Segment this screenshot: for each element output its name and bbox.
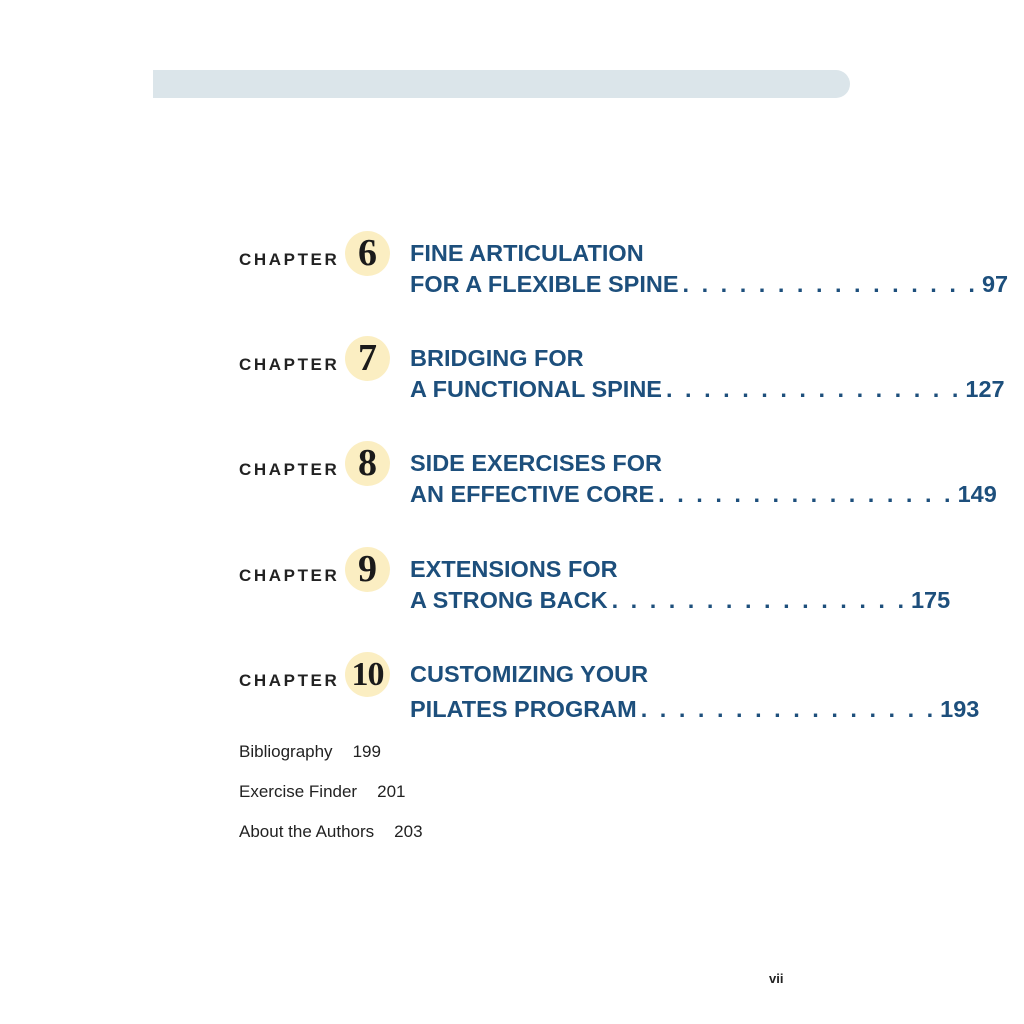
backmatter-title: Exercise Finder bbox=[239, 782, 358, 801]
chapter-entry-7[interactable] bbox=[239, 336, 1005, 416]
backmatter-exercise-finder[interactable] bbox=[239, 782, 405, 802]
chapter-title-line1: SIDE EXERCISES FOR bbox=[410, 450, 663, 476]
dot-leader: . . . . . . . . . . . . . . . . bbox=[611, 587, 907, 613]
chapter-page-number: 97 bbox=[981, 271, 1009, 297]
chapter-title-line2-row bbox=[410, 269, 1009, 300]
backmatter-title: About the Authors bbox=[239, 822, 375, 841]
chapter-entry-10[interactable] bbox=[239, 652, 980, 732]
backmatter-page-number: 203 bbox=[394, 822, 423, 841]
chapter-title-line2: A FUNCTIONAL SPINE bbox=[410, 376, 662, 402]
chapter-title-line2: AN EFFECTIVE CORE bbox=[410, 481, 655, 507]
backmatter-title: Bibliography bbox=[239, 742, 333, 761]
chapter-entry-9[interactable] bbox=[239, 547, 951, 627]
backmatter-page-number: 199 bbox=[352, 742, 381, 761]
chapter-number: 9 bbox=[358, 548, 377, 590]
page-folio: vii bbox=[769, 971, 784, 986]
backmatter-bibliography[interactable] bbox=[239, 742, 381, 762]
chapter-title-line2-row bbox=[410, 479, 997, 510]
chapter-number: 8 bbox=[358, 442, 377, 484]
chapter-number: 10 bbox=[351, 656, 384, 693]
backmatter-about-the-authors[interactable] bbox=[239, 822, 423, 842]
chapter-title-line2: FOR A FLEXIBLE SPINE bbox=[410, 271, 679, 297]
chapter-title-line1: EXTENSIONS FOR bbox=[410, 556, 618, 582]
backmatter-page-number: 201 bbox=[377, 782, 406, 801]
chapter-title-line2-row bbox=[410, 374, 1005, 405]
dot-leader: . . . . . . . . . . . . . . . . bbox=[665, 376, 962, 402]
chapter-title bbox=[410, 238, 1009, 300]
chapter-page-number: 127 bbox=[965, 376, 1005, 402]
chapter-title-line2: PILATES PROGRAM bbox=[410, 696, 637, 722]
chapter-number: 7 bbox=[358, 337, 377, 379]
chapter-title bbox=[410, 554, 951, 616]
chapter-entry-6[interactable] bbox=[239, 231, 1009, 311]
dot-leader: . . . . . . . . . . . . . . . . bbox=[640, 696, 937, 722]
dot-leader: . . . . . . . . . . . . . . . . bbox=[658, 481, 954, 507]
chapter-page-number: 193 bbox=[940, 696, 980, 722]
chapter-title-line2-row bbox=[410, 585, 951, 616]
chapter-label: CHAPTER bbox=[239, 671, 340, 690]
chapter-number: 6 bbox=[358, 232, 377, 274]
chapter-title-line1: BRIDGING FOR bbox=[410, 345, 584, 371]
chapter-title-line1: CUSTOMIZING YOUR bbox=[410, 661, 649, 687]
chapter-title-line2: A STRONG BACK bbox=[410, 587, 608, 613]
chapter-label: CHAPTER bbox=[239, 566, 340, 585]
chapter-title bbox=[410, 343, 1005, 405]
chapter-title bbox=[410, 448, 997, 510]
chapter-label: CHAPTER bbox=[239, 355, 340, 374]
chapter-page-number: 175 bbox=[910, 587, 951, 613]
chapter-title bbox=[410, 657, 980, 727]
chapter-entry-8[interactable] bbox=[239, 441, 997, 521]
header-bar bbox=[153, 70, 850, 98]
chapter-page-number: 149 bbox=[957, 481, 997, 507]
chapter-label: CHAPTER bbox=[239, 250, 340, 269]
chapter-title-line1: FINE ARTICULATION bbox=[410, 240, 644, 266]
chapter-label: CHAPTER bbox=[239, 460, 340, 479]
chapter-title-line2-row bbox=[410, 692, 980, 727]
dot-leader: . . . . . . . . . . . . . . . . bbox=[682, 271, 978, 297]
